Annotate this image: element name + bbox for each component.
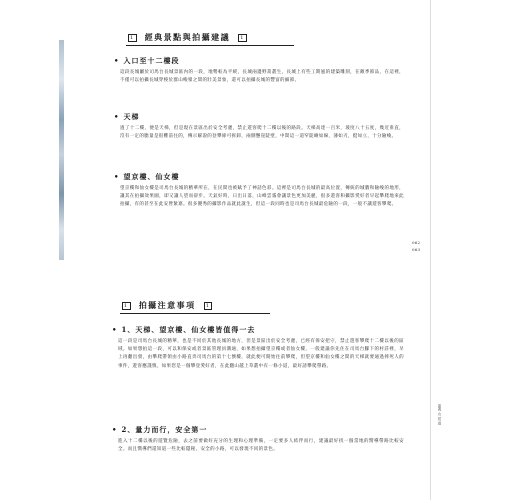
title-bracket-right: 1: [205, 302, 211, 309]
side-caption: 嘉義 山 居 遊: [438, 404, 442, 425]
top-item-2: [114, 112, 404, 141]
item-body: 進入十二樓以後的遊覽危險，去之前要做好充分的生理和心理準備，一定要多人結伴而行，建議最好找一個當地的嚮導帶路比較安全。而且嚮導們還知道一些比較隱秘、安全的小路，可以發現不同的景色。: [118, 439, 404, 453]
top-section-title: [128, 32, 247, 43]
top-item-3: [114, 172, 404, 210]
top-title-underline: [126, 45, 294, 46]
page-fold-line: [430, 0, 431, 500]
item-body: 這一段是司馬台長城的精華，也是不同於其他長城的地方，但是景區出於安全考慮，已經有保安把守，禁止遊客攀爬十二樓以後的區域。如果想拍這一段，可以和保安或者景區管理員溝通，如果想拍攝望京樓或者仙女樓，一般建議你先住在司馬台腳下的村莊裡，早上再翻出發，由攀爬帶領由小路直奔司馬台的第十七號樓，就此便可開始往前攀爬，但望京樓和仙女樓之間的天梯就要通過摔死人的事件，遊客應謹慎，如果您是一個攀登愛好者，在此翻山越上草叢中有一條小道，最好請攀爬帶路。: [118, 339, 404, 369]
landscape-photo-strip: [59, 40, 64, 260]
bottom-item-1: [112, 325, 404, 371]
bottom-section-title-text: 拍攝注意事項: [138, 300, 196, 310]
top-section-title-text: 經典景點與拍攝建議: [144, 32, 231, 42]
item-heading: • 1、天梯、望京樓、仙女樓皆值得一去: [112, 325, 256, 334]
item-heading: • 入口至十二樓段: [114, 56, 180, 65]
item-body: 望京樓和仙女樓是司馬台長城的精華所在，在民間也被賦予了神話色彩。這裡是司馬台長城的最高位置，傳統的城牆和險峻的地形，讓其在拍攝效果圖，即又讓人望而卻步。天氣好時，日出日落，山峰雲霧會讓景色更加美麗，很多遊客和攝影愛好者早起攀爬地來此拍攝，有的甚至在此安營紮寨。很多優秀的攝影作品就此誕生，但這一段同時也是司馬台長城最危險的一段，一般不讓遊客攀爬。: [120, 186, 404, 208]
item-heading: • 天梯: [114, 112, 140, 121]
bottom-section-title: [122, 300, 212, 311]
title-bracket-left: 1: [130, 34, 135, 41]
item-heading: • 望京樓、仙女樓: [114, 172, 180, 181]
top-item-1: [114, 56, 404, 85]
title-bracket-left: 1: [124, 302, 129, 309]
page-number-lower: 063: [412, 247, 421, 252]
item-heading: • 2、量力而行，安全第一: [112, 425, 208, 434]
item-body: 這段長城屬於司馬台長城景區內的一段，地勢較為平緩，長城兩邊野蒿叢生，長城上有些工期風的建築雕刻，在敵季節品，在這裡，不僅可以拍攝長城穿梭於群山峻嶺之間的壯美景象，還可以拍攝長城的豐富的細節。: [120, 70, 404, 84]
page-number-upper: 062: [412, 240, 421, 245]
item-body: 過了十二樓，便是天梯，但是現在景區出於安全考慮，禁止遊客爬十二樓以後的路段。天梯高達一百米，坡度八十五度，幾近垂直，沒有一定的膽量是很難前往的，傳示解說的登攀條可拆卸，兩側懸崖陡壁，中間這一道窄陡嶮如線，薄如刃，挺如立，十分險峻。: [120, 126, 404, 140]
bottom-title-underline: [120, 313, 270, 314]
bottom-item-2: [112, 425, 404, 454]
title-bracket-right: 1: [240, 34, 245, 41]
